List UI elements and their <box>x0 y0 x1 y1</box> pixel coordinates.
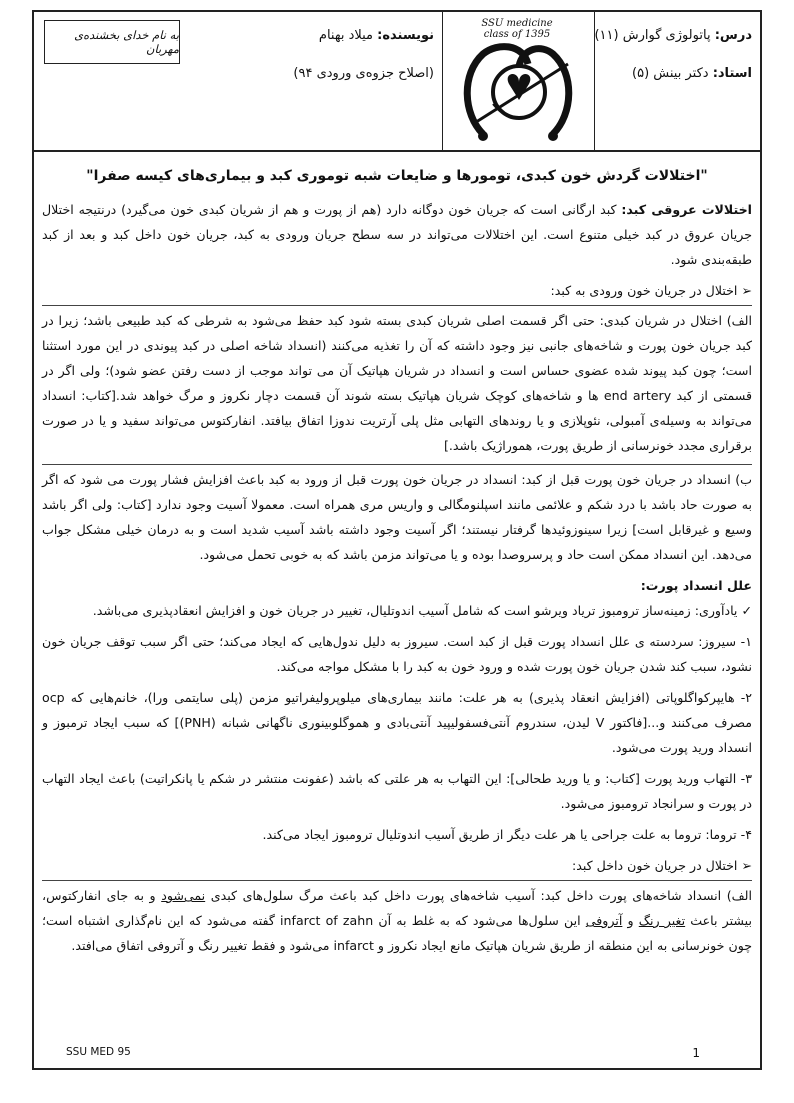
page-frame <box>32 10 762 1070</box>
teacher-line <box>632 66 752 81</box>
page-title: "اختلالات گردش خون کبدی، تومورها و ضایعات شبه توموری کبد و بیماری‌های کیسه صفرا" <box>86 168 708 184</box>
section2-a-underlined: آتروفی <box>585 913 623 928</box>
course-label: درس: <box>714 28 752 43</box>
arrow-bullet-icon: ➢ <box>741 283 752 298</box>
course-value: پاتولوژی گوارش (۱۱) <box>594 28 711 43</box>
author-cell <box>184 12 442 150</box>
arrow-bullet-icon: ➢ <box>741 858 752 873</box>
author-value: میلاد بهنام <box>318 28 374 43</box>
section1-heading-line <box>42 278 752 303</box>
intro-paragraph <box>42 197 752 272</box>
checkmark-icon: ✓ <box>741 603 752 618</box>
teacher-value: دکتر بینش (۵) <box>632 66 709 81</box>
reminder-text: یادآوری: زمینه‌ساز ترومبوز تریاد ویرشو است که شامل آسیب اندوتلیال، تغییر در جریان خون و افزایش انعقادپذیری می‌باشد. <box>92 603 738 618</box>
footer-label: SSU MED 95 <box>66 1046 131 1058</box>
course-line <box>594 28 752 43</box>
course-info-cell <box>594 12 760 150</box>
section2-a-part: و <box>622 913 639 928</box>
divider <box>42 880 752 881</box>
header <box>34 12 760 152</box>
author-line <box>319 28 434 43</box>
section2-a <box>42 883 752 958</box>
divider <box>42 464 752 465</box>
basmala-box: به نام خدای بخشنده‌ی مهربان <box>44 20 180 64</box>
intro-heading: اختلالات عروقی کبد: <box>621 202 752 217</box>
cause-item-3: ۳- التهاب ورید پورت [کتاب: و یا ورید طحالی]: این التهاب به هر علتی که باشد (عفونت منتشر در شکم یا پانکراتیت) باعث ایجاد التهاب در پورت و سرانجاد ترومبوز می‌شود. <box>42 771 752 811</box>
intro-text: کبد ارگانی است که جریان خون دوگانه دارد (هم از پورت و هم از شریان کبدی خون می‌گیرد) درنتیجه اختلال جریان عروق در کبد خیلی متنوع است. این اختلالات می‌تواند در سه سطح جریان ورودی به کبد، جریان خون داخل کبد و بعد از کبد طبقه‌بندی شود. <box>42 202 752 267</box>
divider <box>42 305 752 306</box>
edit-note: (اصلاح جزوه‌ی ورودی ۹۴) <box>293 66 434 81</box>
section2-a-part: این سلول‌ها می‌شود که به غلط به آن infarct of zahn گفته می‌شود که این نام‌گذاری اشتباه است؛ چون خونرسانی به این منطقه از طریق شریان هپاتیک مانع ایجاد نکروز و infarct می‌شود و فقط تغییر رنگ و آتروفی اتفاق می‌افتد. <box>42 913 752 953</box>
logo-caption-line-2: class of 1395 <box>483 29 551 40</box>
section1-b: ب) انسداد در جریان خون پورت قبل از کبد: انسداد در جریان خون پورت قبل از ورود به کبد باعث افزایش فشار پورت می شود که اگر به صورت حاد باشد با درد شکم و علائمی مانند اسپلنومگالی و واریس مری همراه است. معمولا آسیت وجود ندارد [کتاب: ولی اگر باشد وسیع و غیرقابل است] زیرا سینوزوئیدها گرفتار نیستند؛ اگر آسیت وجود داشته باشد آسیب شدید است و به درمان خیلی مشکل جواب می‌دهد. این انسداد ممکن است حاد و پرسروصدا بوده و یا می‌تواند مزمن باشد که به خوبی تحمل می‌شود. <box>42 472 752 562</box>
section2-a-underlined: تغیر رنگ <box>638 913 686 928</box>
section2-a-underlined: نمی‌شود <box>161 888 206 903</box>
causes-heading: علل انسداد پورت: <box>640 578 752 593</box>
cause-item-4: ۴- تروما: تروما به علت جراحی یا هر علت دیگر از طریق آسیب اندوتلیال ترومبوز ایجاد می‌کند. <box>262 827 752 842</box>
section2-heading-line <box>42 853 752 878</box>
document-body <box>42 160 752 964</box>
section1-heading: اختلال در جریان خون ورودی به کبد: <box>550 283 738 298</box>
section2-a-part: و به جای انفارکتوس، بیشتر باعث <box>42 888 752 928</box>
logo-cell <box>442 12 594 150</box>
ssu-medicine-logo-icon <box>453 34 585 144</box>
section2-heading: اختلال در جریان خون داخل کبد: <box>572 858 738 873</box>
teacher-label: استاد: <box>712 66 752 81</box>
page-number: 1 <box>692 1046 700 1060</box>
section1-a: الف) اختلال در شریان کبدی: حتی اگر قسمت اصلی شریان کبدی بسته شود کبد حفظ می‌شود به شرطی که کبد طبیعی باشد؛ زیرا در کبد جریان خون پورت و شاخه‌های جانبی نیز وجود داشته که آن را تغذیه می‌کنند (انسداد شاخه اصلی در کبد پیوندی در این مورد استثنا است؛ چون کبد پیوند شده عضوی حساس است و انسداد در شریان هپاتیک آن می تواند موجب از دست رفتن عضو شود)؛ ولی اگر در قسمتی از کبد end artery ها و شاخه‌های کوچک شریان هپاتیک بسته شوند آن قسمت دچار نکروز و مرگ خواهد شد.[کتاب: انسداد می‌تواند به وسیله‌ی آمبولی، نئوپلازی و یا روندهای التهابی مثل پلی آرتریت ندوزا اتفاق بیافتد. انفارکتوس می‌تواند سفید و یا در صورت برقراری مجدد خونرسانی از طریق پورت، هموراژیک باشد.] <box>42 313 752 453</box>
cause-item-1: ۱- سیروز: سردسته ی علل انسداد پورت قبل از کبد است. سیروز به دلیل ندول‌هایی که ایجاد می‌کند؛ حتی اگر سبب توقف جریان خون نشود، سبب کند شدن جریان خون پورت شده و ورود خون به کبد را با مشکل مواجه می‌کند. <box>42 634 752 674</box>
cause-item-2: ۲- هایپرکواگلوپاتی (افزایش انعقاد پذیری) به هر علت: مانند بیماری‌های میلوپرولیفراتیو مزمن (پلی سایتمی ورا)، خانم‌هایی که ocp مصرف می‌کنند و...[فاکتور V لیدن، سندروم آنتی‌فسفولیپید آنتی‌بادی و هموگلوبینوری ناگهانی شبانه (PNH)] که سبب ایجاد ترمبوز و انسداد ورید پورت می‌شود. <box>42 690 753 755</box>
reminder-line <box>42 598 752 623</box>
logo-caption-line-1: SSU medicine <box>481 18 553 29</box>
author-label: نویسنده: <box>377 28 434 43</box>
section2-a-part: الف) انسداد شاخه‌های پورت داخل کبد: آسیب شاخه‌های پورت داخل کبد باعث مرگ سلول‌های کبدی <box>205 888 752 903</box>
